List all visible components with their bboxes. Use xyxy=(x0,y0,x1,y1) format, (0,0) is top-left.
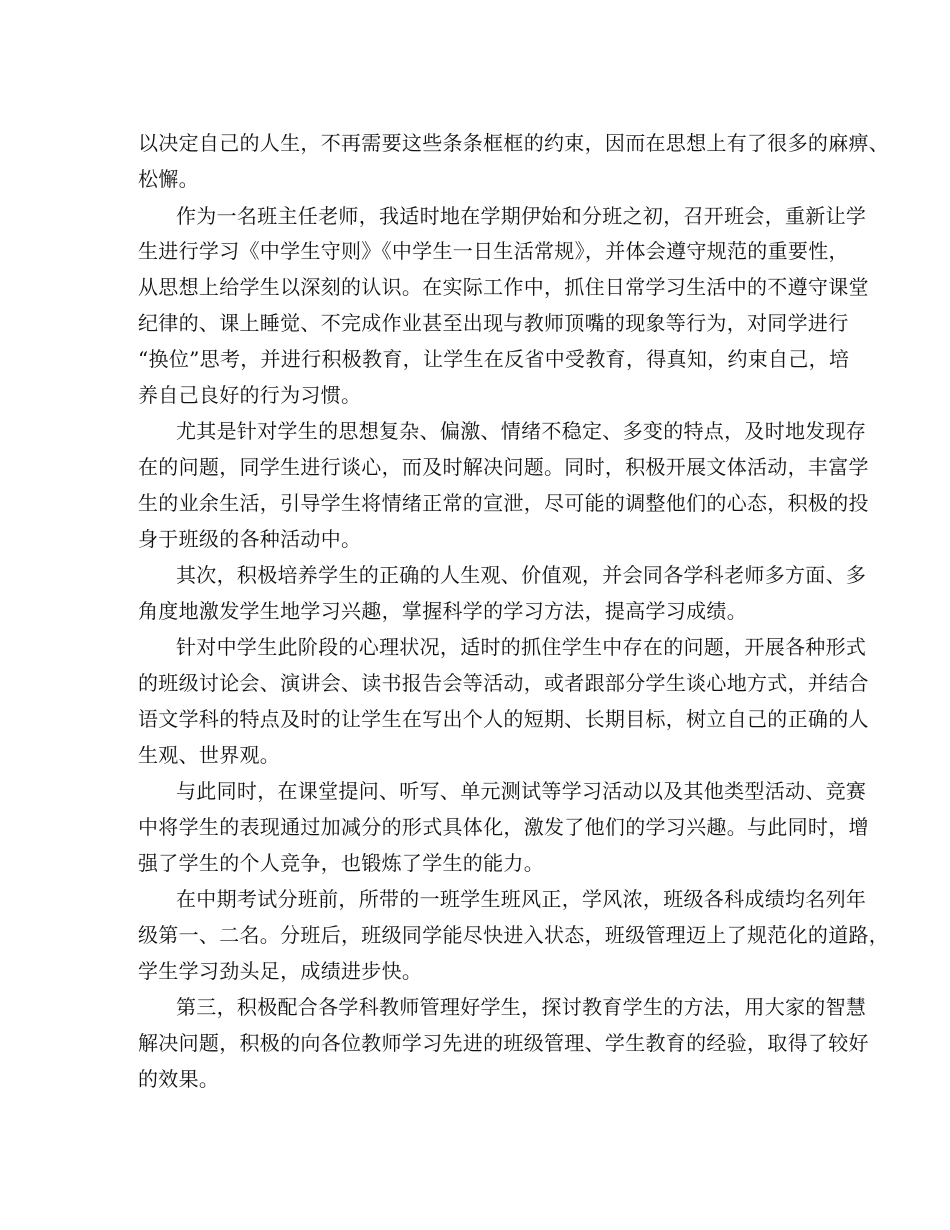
text-line: 语文学科的特点及时的让学生在写出个人的短期、长期目标，树立自己的正确的人 xyxy=(138,707,869,731)
text-line: 在中期考试分班前，所带的一班学生班风正，学风浓，班级各科成绩均名列年 xyxy=(176,887,867,911)
text-line: 养自己良好的行为习惯。 xyxy=(138,383,362,407)
text-line: 纪律的、课上睡觉、不完成作业甚至出现与教师顶嘴的现象等行为，对同学进行 xyxy=(138,311,849,335)
text-line: “换位”思考，并进行积极教育，让学生在反省中受教育，得真知，约束自己，培 xyxy=(138,347,850,371)
text-line: 松懈。 xyxy=(138,167,199,191)
text-line: 的班级讨论会、演讲会、读书报告会等活动，或者跟部分学生谈心地方式，并结合 xyxy=(138,671,869,695)
text-line: 其次，积极培养学生的正确的人生观、价值观，并会同各学科老师多方面、多 xyxy=(176,563,867,587)
text-line: 生的业余生活，引导学生将情绪正常的宣泄，尽可能的调整他们的心态，积极的投 xyxy=(138,491,869,515)
text-line: 强了学生的个人竞争，也锻炼了学生的能力。 xyxy=(138,851,544,875)
text-line: 生进行学习《中学生守则》《中学生一日生活常规》，并体会遵守规范的重要性， xyxy=(138,239,849,263)
text-line: 以决定自己的人生，不再需要这些条条框框的约束，因而在思想上有了很多的麻痹、 xyxy=(138,131,890,155)
text-line: 作为一名班主任老师，我适时地在学期伊始和分班之初，召开班会，重新让学 xyxy=(176,204,867,228)
text-line: 尤其是针对学生的思想复杂、偏激、情绪不稳定、多变的特点，及时地发现存 xyxy=(176,419,867,443)
text-line: 级第一、二名。分班后，班级同学能尽快进入状态，班级管理迈上了规范化的道路， xyxy=(138,923,890,947)
text-line: 针对中学生此阶段的心理状况，适时的抓住学生中存在的问题，开展各种形式 xyxy=(176,635,867,659)
text-line: 在的问题，同学生进行谈心，而及时解决问题。同时，积极开展文体活动，丰富学 xyxy=(138,455,869,479)
text-line: 生观、世界观。 xyxy=(138,743,281,767)
text-line: 身于班级的各种活动中。 xyxy=(138,527,362,551)
text-line: 的效果。 xyxy=(138,1067,220,1091)
text-line: 与此同时，在课堂提问、听写、单元测试等学习活动以及其他类型活动、竞赛 xyxy=(176,779,867,803)
text-line: 角度地激发学生地学习兴趣，掌握科学的学习方法，提高学习成绩。 xyxy=(138,599,747,623)
text-line: 中将学生的表现通过加减分的形式具体化，激发了他们的学习兴趣。与此同时，增 xyxy=(138,815,869,839)
text-line: 学生学习劲头足，成绩进步快。 xyxy=(138,959,423,983)
text-line: 解决问题，积极的向各位教师学习先进的班级管理、学生教育的经验，取得了较好 xyxy=(138,1031,869,1055)
text-line: 第三，积极配合各学科教师管理好学生，探讨教育学生的方法，用大家的智慧 xyxy=(176,995,867,1019)
text-line: 从思想上给学生以深刻的认识。在实际工作中，抓住日常学习生活中的不遵守课堂 xyxy=(138,275,869,299)
